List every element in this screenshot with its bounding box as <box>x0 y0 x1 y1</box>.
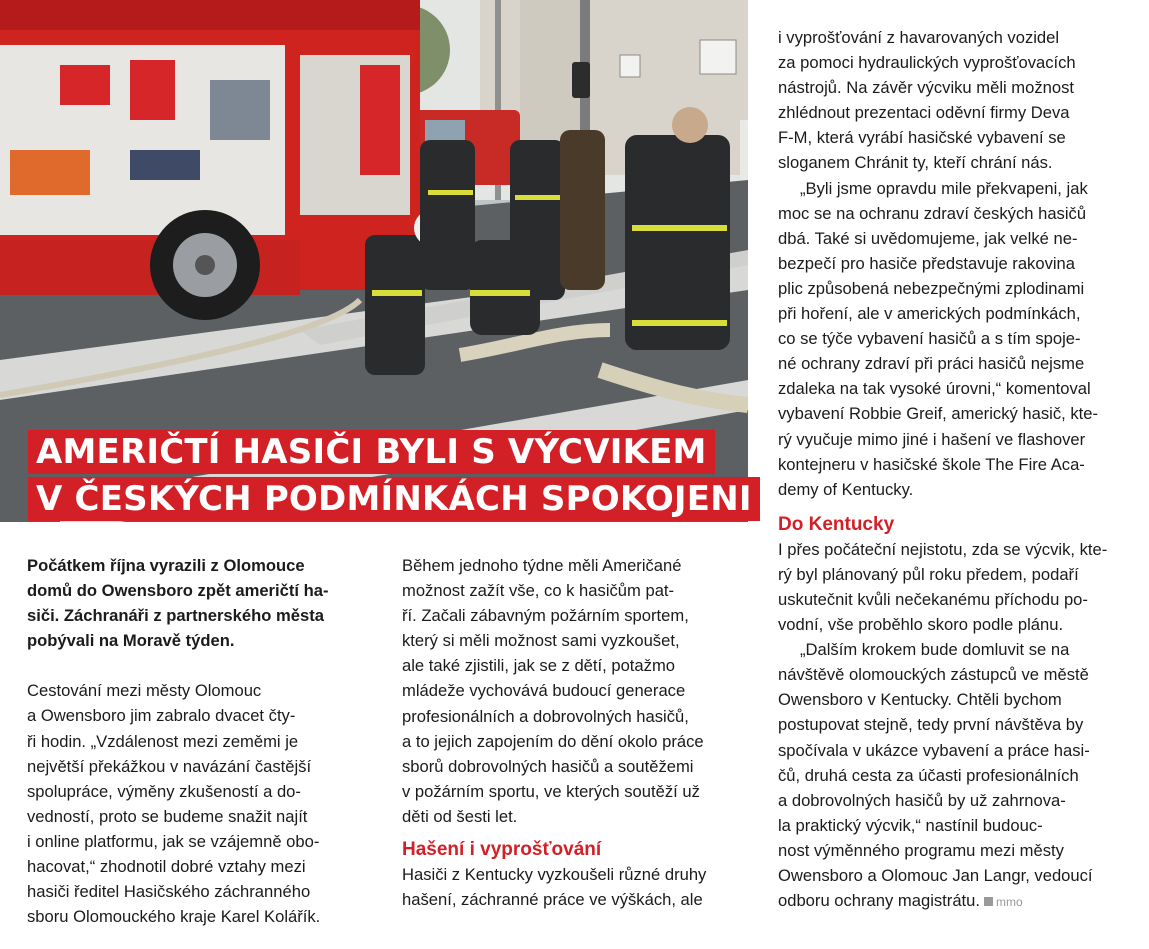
body-paragraph-1 <box>27 678 372 929</box>
headline-line-2: V ČESKÝCH PODMÍNKÁCH SPOKOJENI <box>28 477 760 521</box>
headline-line-1: AMERIČTÍ HASIČI BYLI S VÝCVIKEM <box>28 430 715 474</box>
quote-paragraph-2 <box>778 637 1128 915</box>
body-line: možnost zažít vše, co k hasičům pat- <box>402 581 675 601</box>
body-line: sboru Olomouckého kraje Karel Kolářík. <box>27 907 321 927</box>
body-line: v požárním sportu, ve kterých soutěží už <box>402 781 700 801</box>
body-line: moc se na ochranu zdraví českých hasičů <box>778 203 1087 223</box>
body-line: ří. Začali zábavným požárním sportem, <box>402 606 689 626</box>
body-line: spočívala v ukázce vybavení a práce hasi- <box>778 740 1090 760</box>
body-line: Owensboro v Kentucky. Chtěli bychom <box>778 690 1062 710</box>
body-line: mládeže vychovává budoucí generace <box>402 681 686 701</box>
body-line: demy of Kentucky. <box>778 479 914 499</box>
subheading-kentucky: Do Kentucky <box>778 513 895 535</box>
column-2 <box>402 553 750 912</box>
body-line: Během jednoho týdne měli Američané <box>402 556 682 575</box>
body-line: dbá. Také si uvědomujeme, jak velké ne- <box>778 228 1078 248</box>
body-line: plic způsobená nebezpečnými zplodinami <box>778 278 1085 298</box>
body-line: který si měli možnost sami vyzkoušet, <box>402 631 680 651</box>
body-line: la praktický výcvik,“ nastínil budouc- <box>778 815 1043 835</box>
body-line: zdaleka na tak vysoké úrovni,“ komentoval <box>778 379 1091 399</box>
lead-line: domů do Owensboro zpět američtí ha- <box>27 581 329 601</box>
body-line: sloganem Chránit ty, kteří chrání nás. <box>778 153 1053 173</box>
body-line: Owensboro a Olomouc Jan Langr, vedoucí <box>778 866 1093 885</box>
body-line: hacovat,“ zhodnotil dobré vztahy mezi <box>27 857 306 877</box>
body-line: co se týče vybavení hasičů a s tím spoje- <box>778 329 1081 349</box>
lead-line: siči. Záchranáři z partnerského města <box>27 606 324 626</box>
body-line: hašení, záchranné práce ve výškách, ale <box>402 890 703 910</box>
body-line: kontejneru v hasičské škole The Fire Aca- <box>778 454 1085 474</box>
body-line: ři hodin. „Vzdálenost mezi zeměmi je <box>27 731 299 751</box>
body-line: rý byl plánovaný půl roku předem, podaří <box>778 564 1079 584</box>
body-line: Cestování mezi městy Olomouc <box>27 681 262 701</box>
body-line: rý vyučuje mimo jiné i hašení ve flashover <box>778 429 1086 449</box>
last-line-with-signature <box>778 888 1128 915</box>
body-line: sborů dobrovolných hasičů a soutěžemi <box>402 756 694 776</box>
body-line: při hoření, ale v amerických podmínkách, <box>778 304 1081 324</box>
body-line: Hasiči z Kentucky vyzkoušeli různé druhy <box>402 865 707 885</box>
author-signature: mmo <box>996 895 1023 910</box>
body-line: čů, druhá cesta za účasti profesionálních <box>778 765 1079 785</box>
body-paragraph-3 <box>402 862 750 912</box>
body-line: vedností, proto se budeme snažit najít <box>27 806 308 826</box>
body-line: „Byli jsme opravdu mile překvapeni, jak <box>800 178 1088 198</box>
body-line: odboru ochrany magistrátu. <box>778 891 981 911</box>
body-line: vodní, vše proběhlo skoro podle plánu. <box>778 615 1064 635</box>
body-line: uskutečnit kvůli nečekanému příchodu po- <box>778 589 1088 609</box>
body-line: F-M, která vyrábí hasičské vybavení se <box>778 128 1066 148</box>
body-line: a to jejich zapojením do dění okolo práce <box>402 731 704 751</box>
lead-line: Počátkem října vyrazili z Olomouce <box>27 556 305 575</box>
body-line: hasiči ředitel Hasičského záchranného <box>27 882 311 902</box>
body-line: nost výměnného programu mezi městy <box>778 840 1064 860</box>
column-1 <box>27 553 372 929</box>
body-paragraph-5 <box>778 537 1128 637</box>
body-paragraph-2 <box>402 553 750 829</box>
body-line: i vyprošťování z havarovaných vozidel <box>778 28 1060 47</box>
body-line: za pomoci hydraulických vyprošťovacích <box>778 53 1076 73</box>
body-line: a dobrovolných hasičů by už zahrnova- <box>778 790 1066 810</box>
body-line: spolupráce, výměny zkušeností a do- <box>27 781 301 801</box>
headline <box>28 430 752 524</box>
body-paragraph-4 <box>778 25 1128 176</box>
body-line: zhlédnout prezentaci oděvní firmy Deva <box>778 103 1070 123</box>
body-line: postupovat stejně, tedy první návštěva by <box>778 715 1084 735</box>
body-line: bezpečí pro hasiče představuje rakovina <box>778 253 1076 273</box>
body-line: I přes počáteční nejistotu, zda se výcvik, kte- <box>778 539 1108 559</box>
body-line: vybavení Robbie Greif, americký hasič, kte- <box>778 404 1099 424</box>
signature-square-icon <box>984 897 993 906</box>
subheading-extinguishing: Hašení i vyprošťování <box>402 839 602 861</box>
body-line: největší překážkou v navázání častější <box>27 756 312 776</box>
quote-paragraph-1 <box>778 176 1128 502</box>
body-line: profesionálních a dobrovolných hasičů, <box>402 706 689 726</box>
lead-line: pobývali na Moravě týden. <box>27 631 235 651</box>
body-line: ale také zjistili, jak se z dětí, potažmo <box>402 656 675 676</box>
body-line: a Owensboro jim zabralo dvacet čty- <box>27 706 296 726</box>
body-line: né ochrany zdraví při práci hasičů nejsme <box>778 354 1085 374</box>
lead-paragraph <box>27 553 372 653</box>
body-line: děti od šesti let. <box>402 806 518 826</box>
body-line: nástrojů. Na závěr výcviku měli možnost <box>778 78 1075 98</box>
body-line: „Dalším krokem bude domluvit se na <box>800 640 1070 660</box>
column-3 <box>778 25 1128 915</box>
body-line: i online platformu, jak se vzájemně obo- <box>27 831 320 851</box>
body-line: návštěvě olomouckých zástupců ve městě <box>778 665 1089 685</box>
